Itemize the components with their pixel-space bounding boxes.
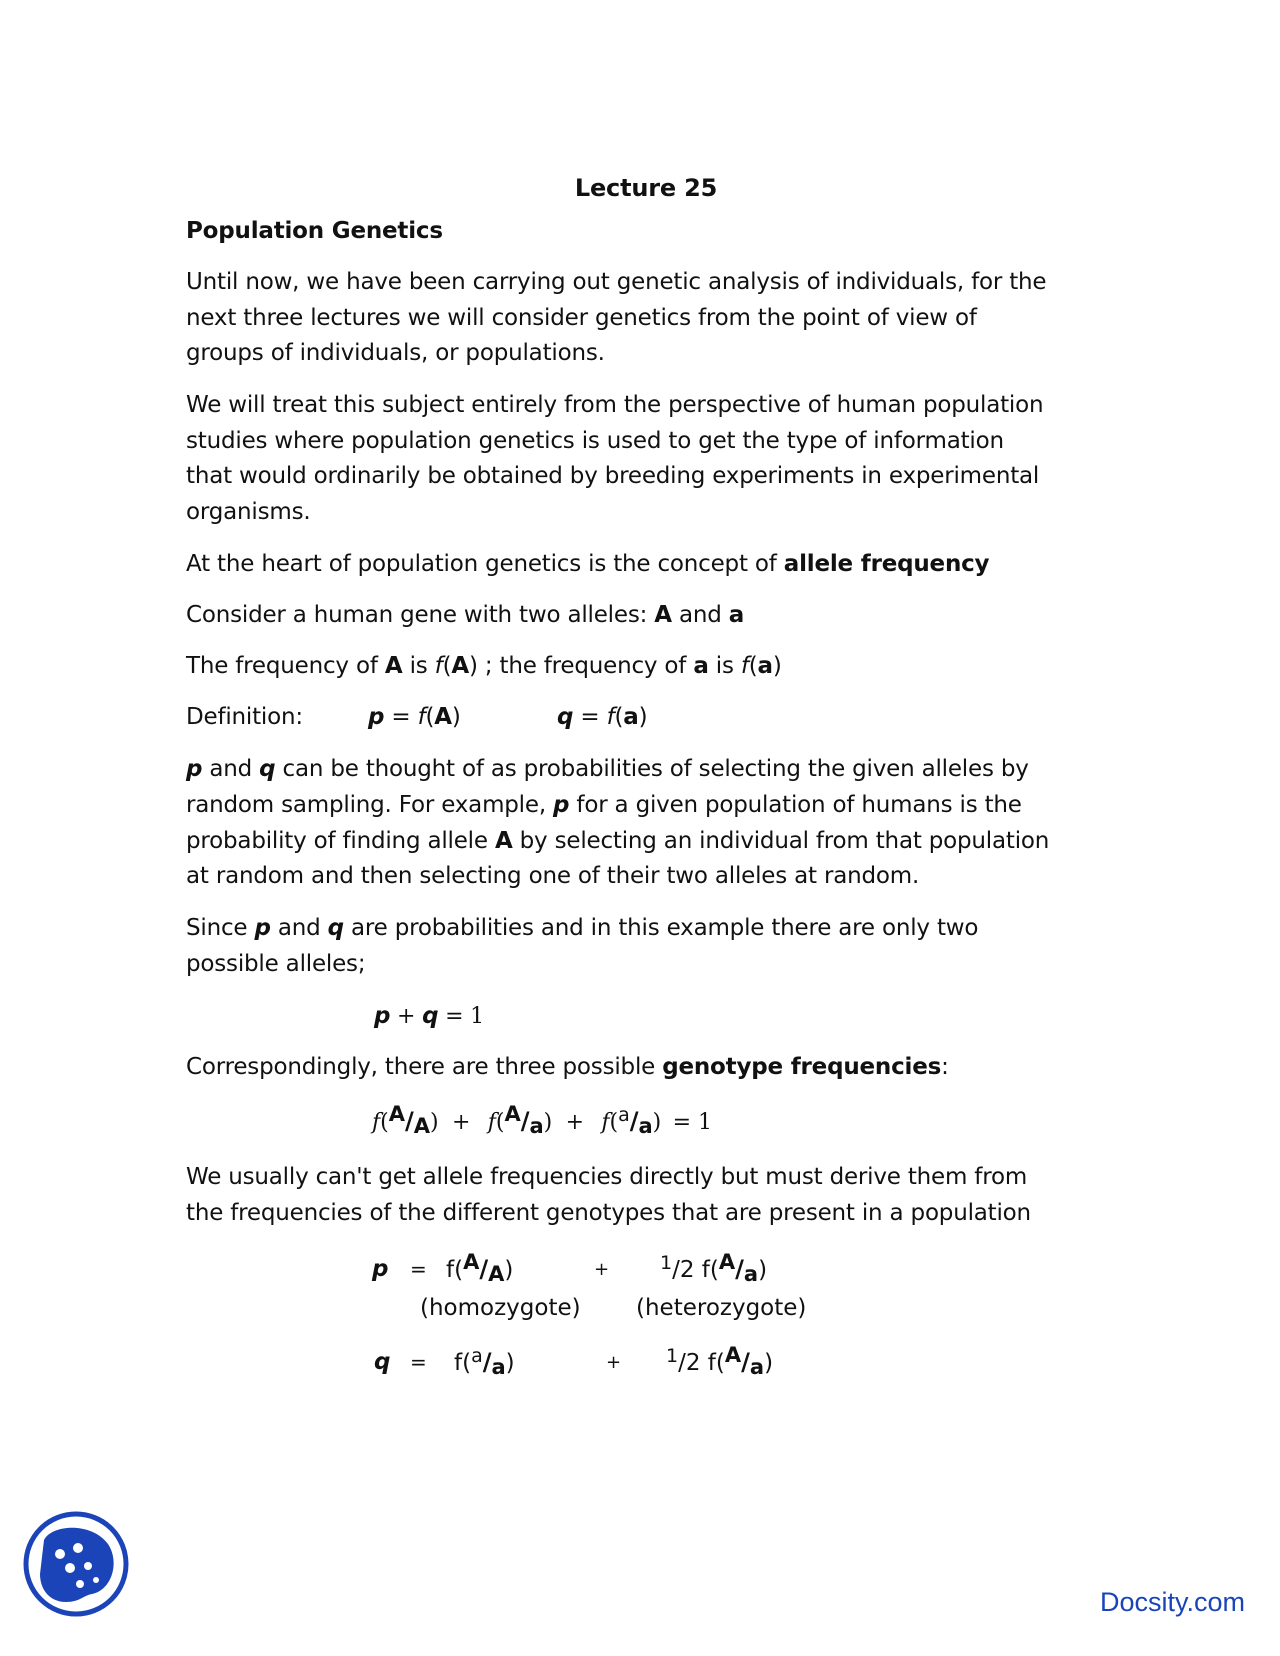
q-heterozygote-term [666,1344,773,1383]
genotype-frequencies-term: genotype frequencies [662,1054,942,1080]
logo-dot [65,1563,75,1573]
slash: / [735,1255,744,1283]
allele-A: A [388,1102,406,1126]
f-symbol: f [434,653,443,679]
frequency-line [186,648,782,685]
f-symbol: f [606,704,615,730]
allele-a: a [693,653,709,679]
allele-A: A [463,1250,480,1274]
open-paren: ( [748,653,758,679]
heterozygote-label: (heterozygote) [636,1295,807,1321]
allele-A: A [451,653,469,679]
para4-line2: possible alleles; [186,951,366,977]
q-symbol: q [327,915,344,941]
docsity-brand-link[interactable]: Docsity.com [1100,1587,1246,1617]
close-paren: ) [451,704,461,730]
f-symbol: f [372,1110,381,1135]
allele-a: a [757,653,773,679]
half-slash: / [672,1257,680,1283]
consider-line [186,597,744,634]
and-text: and [671,602,729,628]
para3-line4: at random and then selecting one of their two alleles at random. [186,863,920,889]
allele-A: A [718,1250,736,1274]
consider-text: Consider a human gene with two alleles: [186,602,655,628]
allele-a: a [728,602,745,628]
open-paren: ( [425,704,435,730]
slash: / [520,1107,530,1135]
open-paren: ( [380,1110,389,1135]
q-symbol: q [259,756,276,782]
open-paren: ( [609,1110,619,1135]
homozygote-label: (homozygote) [420,1295,581,1321]
open-paren: ( [495,1110,505,1135]
allele-A: A [504,1102,521,1126]
p-equals: = [410,1257,427,1281]
p-symbol: p [372,1256,389,1282]
p-plus: + [594,1259,610,1280]
text: Since [186,915,255,941]
f-open: f( [701,1257,719,1283]
half-num: 1 [660,1252,673,1274]
p-symbol: p [186,756,203,782]
text: and [270,915,328,941]
half-den: 2 [679,1257,695,1283]
q-plus: + [606,1352,622,1373]
logo-dot [55,1549,65,1559]
close-paren: ) [430,1110,439,1135]
para5-line2: the frequencies of the different genotypes that are present in a population [186,1200,1031,1226]
q-symbol: q [557,704,574,730]
f-open: f( [707,1350,725,1376]
text: probability of finding allele [186,828,495,854]
q-derivation [374,1344,390,1381]
allele-frequency-line [186,546,989,583]
freq-text-1: The frequency of [186,653,385,679]
lecture-title: Lecture 25 [574,174,718,202]
p-symbol: p [368,704,385,730]
allele-a: a [491,1355,506,1379]
allele-a: a [749,1355,765,1379]
allele-frequency-term: allele frequency [783,551,990,577]
close-paren: ) [652,1110,662,1135]
open-paren: ( [442,653,452,679]
text: and [202,756,260,782]
f-open: f( [454,1350,472,1376]
close-paren: ) [543,1110,553,1135]
slash: / [405,1107,414,1135]
close-paren: ) [504,1257,514,1283]
freq-text-3: ; the frequency of [477,653,694,679]
para1-line1: Until now, we have been carrying out genetic analysis of individuals, for the [186,269,1047,295]
logo-dot [73,1543,83,1553]
para1-line2: next three lectures we will consider genetics from the point of view of [186,305,977,331]
q-symbol: q [374,1349,391,1375]
text: can be thought of as probabilities of selecting the given alleles by [275,756,1029,782]
q-equals: = [410,1350,427,1374]
equals-one: = 1 [438,1004,484,1029]
definition-p [368,699,461,736]
text: Correspondingly, there are three possible [186,1054,663,1080]
half-slash: / [678,1350,686,1376]
para2-line1: We will treat this subject entirely from the perspective of human population [186,392,1044,418]
p-symbol: p [374,1003,391,1029]
allele-a: a [638,1114,653,1138]
para3-line1 [186,751,1029,788]
close-paren: ) [772,653,782,679]
equals: = [384,704,418,730]
p-homozygote-term [446,1251,513,1289]
half-num: 1 [666,1345,679,1367]
q-symbol: q [422,1003,439,1029]
section-heading: Population Genetics [186,218,443,244]
f-symbol: f [417,704,426,730]
slash: / [482,1348,492,1376]
half-den: 2 [685,1350,701,1376]
genotype-frequencies-line [186,1049,949,1086]
freq-text-2: is [402,653,435,679]
allele-A: A [384,653,403,679]
close-paren: ) [764,1350,774,1376]
plus: + [390,1004,423,1029]
docsity-logo-icon [22,1510,130,1618]
p-heterozygote-term [660,1251,767,1290]
definition-q [557,699,647,736]
equals: = [573,704,607,730]
f-open: f( [446,1257,464,1283]
allele-a: a [623,704,639,730]
p-symbol: p [553,792,570,818]
freq-text-4: is [708,653,741,679]
para2-line2: studies where population genetics is used to get the type of information [186,428,1004,454]
p-symbol: p [254,915,271,941]
para3-line2 [186,787,1022,824]
allele-A: A [434,704,452,730]
colon: : [941,1054,949,1080]
definition-label: Definition: [186,704,303,730]
plus: + [451,1110,471,1135]
para3-line3 [186,823,1049,860]
close-paren: ) [468,653,478,679]
allele-A: A [488,1262,505,1286]
slash: / [741,1348,750,1376]
sum-equation [374,998,484,1035]
f-symbol: f [601,1110,610,1135]
para4-line1 [186,910,978,947]
para5-line1: We usually can't get allele frequencies directly but must derive them from [186,1164,1028,1190]
allele-a: a [743,1262,759,1286]
para2-line4: organisms. [186,499,311,525]
close-paren: ) [505,1350,515,1376]
slash: / [479,1255,489,1283]
genotype-equation [372,1103,712,1142]
f-symbol: f [487,1110,496,1135]
text: for a given population of humans is the [569,792,1022,818]
text: by selecting an individual from that population [512,828,1050,854]
equals-one: = 1 [672,1110,712,1135]
allele-a: a [618,1104,630,1126]
allele-A: A [413,1114,431,1138]
logo-dot [76,1580,84,1588]
open-paren: ( [614,704,624,730]
f-symbol: f [740,653,749,679]
allele-a: a [471,1345,483,1367]
heart-text: At the heart of population genetics is the concept of [186,551,784,577]
logo-dot [84,1562,92,1570]
allele-a: a [529,1114,544,1138]
p-derivation [372,1251,388,1288]
allele-A: A [654,602,672,628]
logo-dot [93,1577,99,1583]
plus: + [565,1110,584,1135]
q-homozygote-term [454,1344,515,1383]
allele-A: A [724,1343,742,1367]
close-paren: ) [638,704,648,730]
para2-line3: that would ordinarily be obtained by breeding experiments in experimental [186,463,1040,489]
para1-line3: groups of individuals, or populations. [186,340,605,366]
text: random sampling. For example, [186,792,554,818]
close-paren: ) [758,1257,768,1283]
slash: / [629,1107,639,1135]
allele-A: A [494,828,513,854]
text: are probabilities and in this example there are only two [343,915,979,941]
